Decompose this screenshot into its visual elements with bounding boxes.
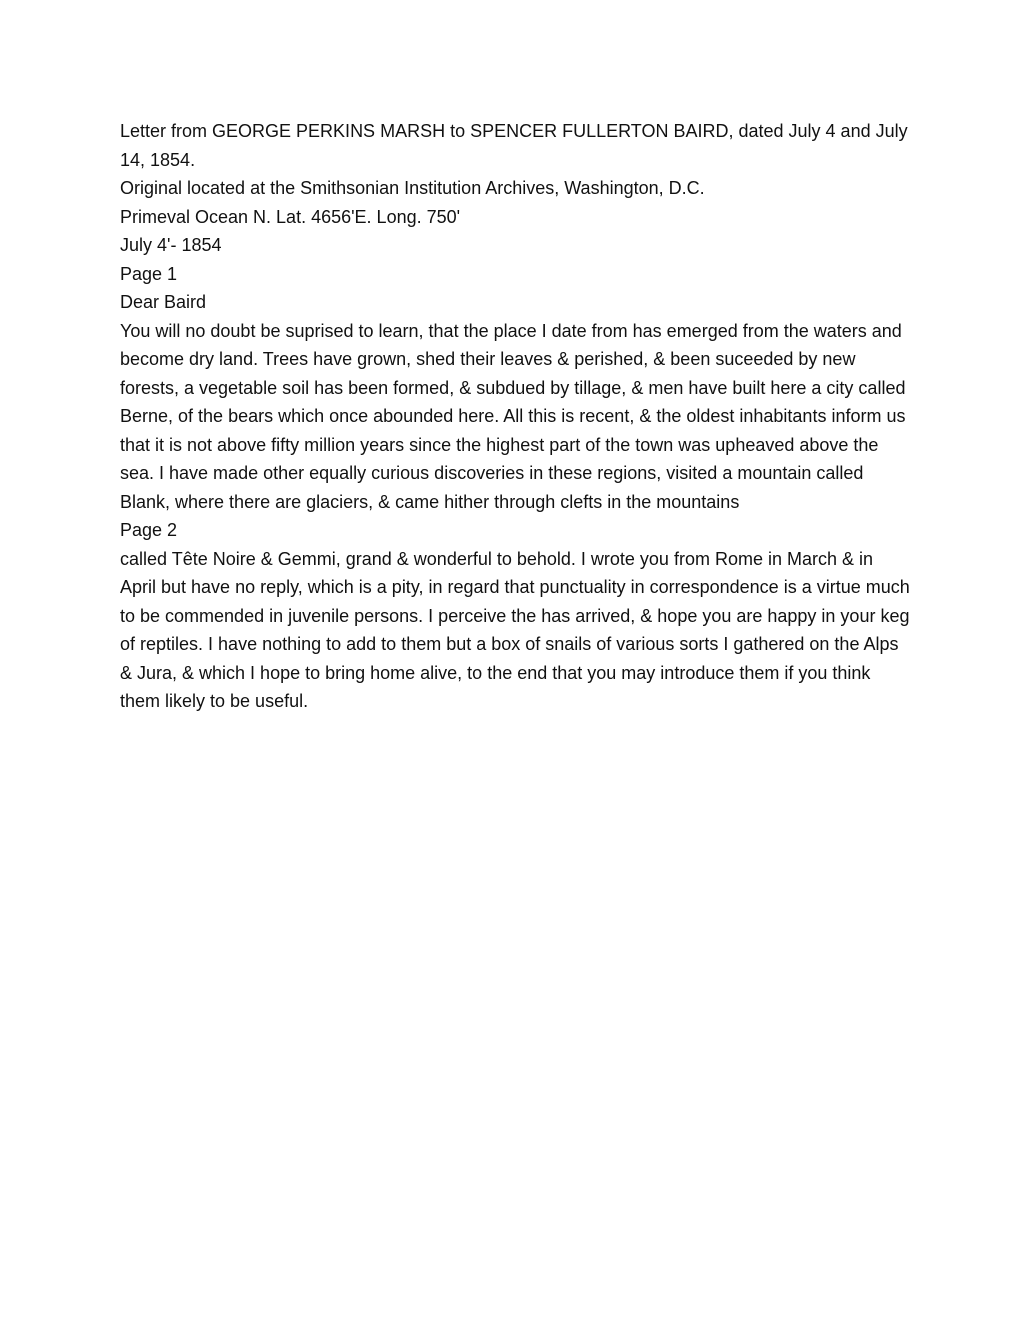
page-2-label: Page 2 — [120, 520, 178, 540]
letter-date: July 4'- 1854 — [120, 235, 222, 255]
salutation: Dear Baird — [120, 292, 207, 312]
page-1-label: Page 1 — [120, 263, 178, 284]
document-title: Letter from GEORGE PERKINS MARSH to SPENCER FULLERTON BAIRD, dated July 4 and July 14, 1854. — [120, 121, 908, 170]
letter-body-page-2: called Tête Noire & Gemmi, grand & wonderful to behold. I wrote you from Rome in March & in April but have no reply, which is a pity, in regard that punctuality in correspondence is a virtue much to be commended in juvenile persons. I perceive the has arrived, & hope you are happy in your keg of reptiles. I have nothing to add to them but a box of snails of various sorts I gathered on the Alps & Jura, & which I hope to bring home alive, to the end that you may introduce them if you think them likely to be useful. — [120, 548, 910, 711]
letter-body-page-1: You will no doubt be suprised to learn, that the place I date from has emerged from the waters and become dry land. Trees have grown, shed their leaves & perished, & been suceeded by new forests, a vegetable soil has been formed, & subdued by tillage, & men have built here a city called Berne, of the bears which once abounded here. All this is recent, & the oldest inhabitants inform us that it is not above fifty million years since the highest part of the town was upheaved above the sea. I have made other equally curious discoveries in these regions, visited a mountain called Blank, where there are glaciers, & came hither through clefts in the mountains — [120, 320, 906, 512]
document-page — [120, 117, 910, 716]
letter-location: Primeval Ocean N. Lat. 4656'E. Long. 750' — [120, 206, 461, 227]
archive-note: Original located at the Smithsonian Institution Archives, Washington, D.C. — [120, 178, 705, 198]
